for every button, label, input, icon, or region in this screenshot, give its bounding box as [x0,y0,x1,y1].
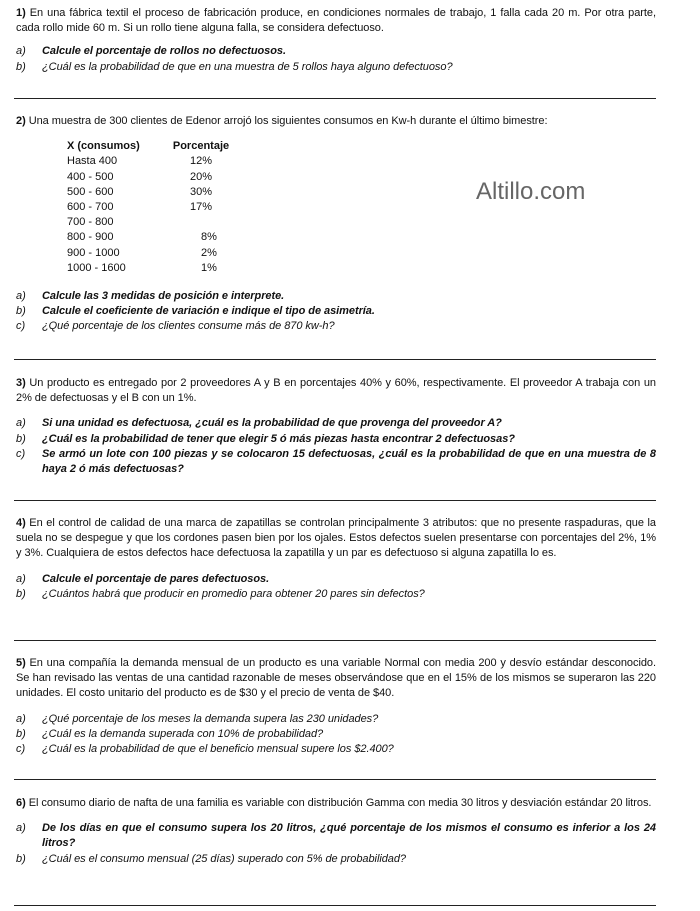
problem-4 [16,516,656,602]
problem-1-statement [16,6,656,36]
item-label: a) [16,712,26,725]
cell-range: 400 - 500 [67,170,114,183]
item-label: c) [16,447,26,460]
list-item [16,304,656,319]
item-text: Calcule el coeficiente de variación e indique el tipo de asimetría. [42,305,375,318]
table-row [67,230,656,245]
problem-5-statement [16,656,656,702]
item-text: ¿Cuál es el consumo mensual (25 días) superado con 5% de probabilidad? [42,852,406,865]
table-row [67,154,656,169]
list-item [16,852,656,867]
cell-range: 900 - 1000 [67,246,120,259]
item-label: c) [16,743,26,756]
separator-rule [14,905,656,906]
problem-5-items [16,712,656,758]
item-text: Se armó un lote con 100 piezas y se colocaron 15 defectuosas, ¿cuál es la probabilidad de que en una muestra de 8 haya 2 ó más defectuosas? [42,447,656,476]
separator-rule [14,640,656,641]
table-row [67,261,656,276]
item-label: a) [16,822,26,835]
list-item [16,712,656,727]
item-label: a) [16,290,26,303]
separator-rule [14,98,656,99]
item-label: a) [16,45,26,58]
item-label: b) [16,60,26,73]
problem-2 [16,114,656,335]
list-item [16,447,656,477]
separator-rule [14,500,656,501]
cell-percent: 2% [201,246,217,259]
item-text: Calcule el porcentaje de rollos no defectuosos. [42,45,286,58]
problem-3-statement [16,376,656,406]
item-text: ¿Cuál es la demanda superada con 10% de probabilidad? [42,727,324,740]
list-item [16,587,656,602]
problem-1 [16,6,656,75]
table-row [67,170,656,185]
consumption-table [67,139,656,276]
item-label: b) [16,587,26,600]
problem-text: En una fábrica textil el proceso de fabricación produce, en condiciones normales de trabajo, 1 falla cada 20 m. Por otra parte, cada rollo mide 60 m. Si un rollo tiene alguna falla, se considera defectuoso. [16,7,656,35]
cell-percent: 1% [201,261,217,274]
item-text: ¿Cuál es la probabilidad de tener que elegir 5 ó más piezas hasta encontrar 2 defectuosas? [42,432,515,445]
item-text: Calcule el porcentaje de pares defectuosos. [42,572,270,585]
item-label: b) [16,305,26,318]
problem-number: 1) [16,7,26,19]
problem-number: 6) [16,797,26,809]
list-item [16,60,656,75]
problem-text: En el control de calidad de una marca de zapatillas se controlan principalmente 3 atributos: que no presente raspaduras, que la suela no se despegue y que los cordones pasen bien por los ojales. Estos defectos suelen presentarse con porcentajes del 2%, 1% y 3%. Cualquiera de estos defectos hace defectuosa la zapatilla y un par es defectuoso si alguna zapatilla lo es. [16,517,656,560]
list-item [16,821,656,851]
problem-text: Un producto es entregado por 2 proveedores A y B en porcentajes 40% y 60%, respectivamente. El proveedor A trabaja con un 2% de defectuosas y el B con un 1%. [16,377,656,405]
item-text: De los días en que el consumo supera los 20 litros, ¿qué porcentaje de los mismos el consumo es inferior a los 24 litros? [42,822,656,850]
list-item [16,289,656,304]
cell-percent: 20% [189,170,213,183]
watermark: Altillo.com [476,178,586,205]
problem-1-items [16,44,656,74]
list-item [16,572,656,587]
problem-2-items [16,289,656,335]
cell-percent: 8% [201,231,217,244]
item-label: a) [16,417,26,430]
problem-4-items [16,572,656,602]
item-text: ¿Qué porcentaje de los clientes consume más de 870 kw-h? [42,320,335,333]
problem-number: 4) [16,517,26,529]
item-text: ¿Cuál es la probabilidad de que en una muestra de 5 rollos haya alguno defectuoso? [42,60,453,73]
list-item [16,44,656,59]
list-item [16,742,656,757]
problem-4-statement [16,516,656,562]
problem-number: 5) [16,657,26,669]
table-header [67,139,656,154]
problem-text: En una compañía la demanda mensual de un producto es una variable Normal con media 200 y desvío estándar desconocido. Se han revisado las ventas de una cantidad razonable de meses observándose que en el 15% de los mismos se superaron las 220 unidades. El costo unitario del producto es de $30 y el precio de venta de $40. [16,657,656,700]
list-item [16,432,656,447]
item-text: ¿Cuál es la probabilidad de que el beneficio mensual supere los $2.400? [42,743,394,756]
item-text: ¿Qué porcentaje de los meses la demanda supera las 230 unidades? [42,712,379,725]
problem-6 [16,796,656,867]
item-label: c) [16,320,26,333]
list-item [16,319,656,334]
separator-rule [14,779,656,780]
cell-percent: 12% [189,155,213,168]
table-row [67,215,656,230]
problem-3 [16,376,656,477]
item-text: Calcule las 3 medidas de posición e interprete. [42,290,285,303]
cell-percent: 30% [189,185,213,198]
item-label: b) [16,727,26,740]
item-label: b) [16,432,26,445]
cell-range: 800 - 900 [67,231,114,244]
cell-percent: 17% [189,201,213,214]
cell-percent [171,215,231,230]
cell-range: Hasta 400 [67,155,118,168]
table-row [67,200,656,215]
problem-text: Una muestra de 300 clientes de Edenor arrojó los siguientes consumos en Kw-h durante el último bimestre: [25,115,548,127]
problem-6-items [16,821,656,867]
separator-rule [14,359,656,360]
problem-text: El consumo diario de nafta de una familia es variable con distribución Gamma con media 30 litros y desviación estándar 20 litros. [25,797,652,809]
cell-range: 1000 - 1600 [67,261,126,274]
problem-3-items [16,416,656,477]
table-row [67,246,656,261]
problem-6-statement [16,796,656,811]
cell-range: 700 - 800 [67,216,114,229]
table-row [67,185,656,200]
problem-2-statement [16,114,656,129]
item-text: ¿Cuántos habrá que producir en promedio para obtener 20 pares sin defectos? [42,587,425,600]
problem-number: 3) [16,377,26,389]
item-label: a) [16,572,26,585]
list-item [16,416,656,431]
list-item [16,727,656,742]
problem-5 [16,656,656,757]
column-header-x: X (consumos) [67,140,140,153]
item-label: b) [16,852,26,865]
item-text: Si una unidad es defectuosa, ¿cuál es la probabilidad de que provenga del proveedor A? [42,417,502,430]
cell-range: 600 - 700 [67,201,114,214]
column-header-percent: Porcentaje [172,140,230,153]
problem-number: 2) [16,115,26,127]
cell-range: 500 - 600 [67,185,114,198]
